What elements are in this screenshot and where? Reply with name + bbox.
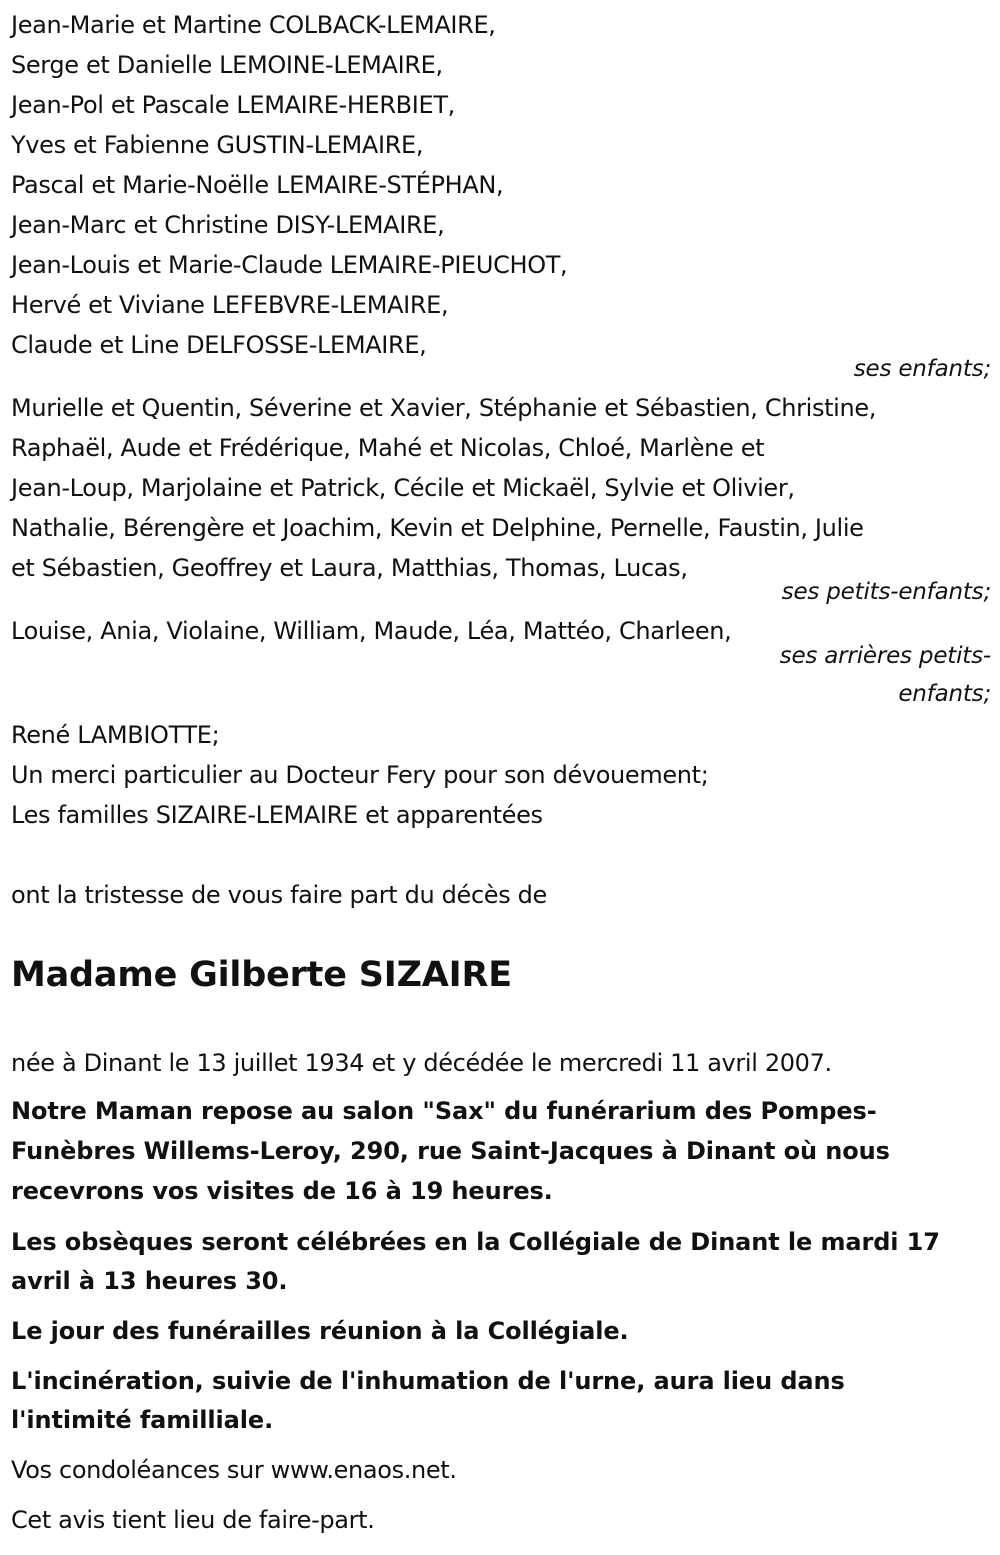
child-couple-line: Yves et Fabienne GUSTIN-LEMAIRE, [11, 131, 424, 159]
child-couple-line: Serge et Danielle LEMOINE-LEMAIRE, [11, 51, 443, 79]
children-role-label: ses enfants; [853, 356, 991, 382]
child-couple-line: Jean-Pol et Pascale LEMAIRE-HERBIET, [11, 91, 455, 119]
grandchildren-line: Murielle et Quentin, Séverine et Xavier, Stéphanie et Sébastien, Christine, [11, 394, 877, 422]
cremation-info-line: L'incinération, suivie de l'inhumation de l'urne, aura lieu dans [11, 1367, 845, 1395]
child-couple-line: Hervé et Viviane LEFEBVRE-LEMAIRE, [11, 291, 449, 319]
salon-info-line: Notre Maman repose au salon "Sax" du funérarium des Pompes- [11, 1097, 877, 1125]
salon-info-line: recevrons vos visites de 16 à 19 heures. [11, 1177, 553, 1205]
closing-line: Cet avis tient lieu de faire-part. [11, 1506, 375, 1534]
condolences-line: Vos condoléances sur www.enaos.net. [11, 1456, 457, 1484]
families-line: Les familles SIZAIRE-LEMAIRE et apparentées [11, 801, 543, 829]
birth-death-line: née à Dinant le 13 juillet 1934 et y décédée le mercredi 11 avril 2007. [11, 1049, 832, 1077]
other-relative-line: René LAMBIOTTE; [11, 721, 220, 749]
child-couple-line: Jean-Marie et Martine COLBACK-LEMAIRE, [11, 11, 496, 39]
great-grandchildren-line: Louise, Ania, Violaine, William, Maude, Léa, Mattéo, Charleen, [11, 617, 732, 645]
deceased-name: Madame Gilberte SIZAIRE [11, 955, 512, 995]
child-couple-line: Jean-Marc et Christine DISY-LEMAIRE, [11, 211, 445, 239]
child-couple-line: Pascal et Marie-Noëlle LEMAIRE-STÉPHAN, [11, 171, 504, 199]
salon-info-line: Funèbres Willems-Leroy, 290, rue Saint-Jacques à Dinant où nous [11, 1137, 890, 1165]
great-grandchildren-role-label: ses arrières petits- [779, 643, 991, 669]
grandchildren-line: Jean-Loup, Marjolaine et Patrick, Cécile et Mickaël, Sylvie et Olivier, [11, 474, 795, 502]
thanks-line: Un merci particulier au Docteur Fery pour son dévouement; [11, 761, 709, 789]
great-grandchildren-role-label-cont: enfants; [898, 681, 991, 707]
grandchildren-line: et Sébastien, Geoffrey et Laura, Matthias, Thomas, Lucas, [11, 554, 688, 582]
meeting-info-line: Le jour des funérailles réunion à la Collégiale. [11, 1317, 629, 1345]
grandchildren-line: Raphaël, Aude et Frédérique, Mahé et Nicolas, Chloé, Marlène et [11, 434, 765, 462]
grandchildren-line: Nathalie, Bérengère et Joachim, Kevin et Delphine, Pernelle, Faustin, Julie [11, 514, 864, 542]
announcement-text: ont la tristesse de vous faire part du décès de [11, 881, 547, 909]
funeral-info-line: Les obsèques seront célébrées en la Collégiale de Dinant le mardi 17 [11, 1228, 940, 1256]
cremation-info-line: l'intimité familliale. [11, 1406, 274, 1434]
funeral-info-line: avril à 13 heures 30. [11, 1267, 288, 1295]
child-couple-line: Claude et Line DELFOSSE-LEMAIRE, [11, 331, 427, 359]
grandchildren-role-label: ses petits-enfants; [781, 579, 991, 605]
child-couple-line: Jean-Louis et Marie-Claude LEMAIRE-PIEUCHOT, [11, 251, 568, 279]
